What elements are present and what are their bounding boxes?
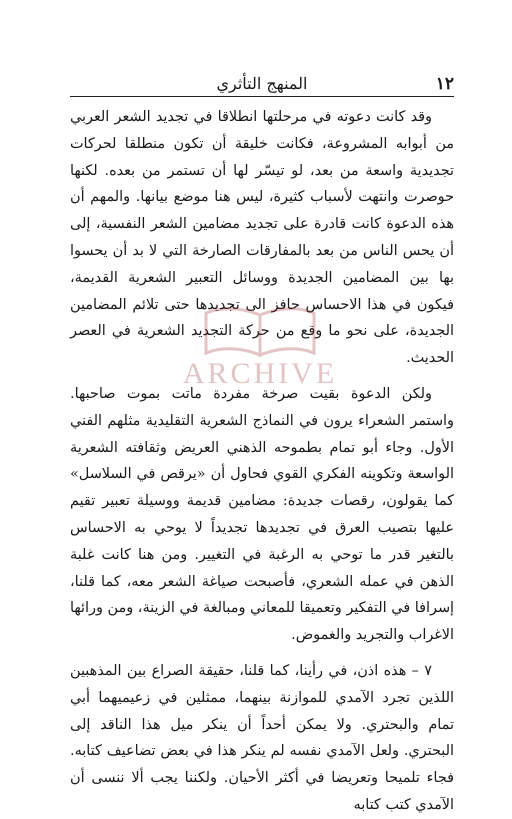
paragraph-1: وقد كانت دعوته في مرحلتها انطلاقا في تجديد الشعر العربي من أبوابه المشروعة، فكانت خليقة أن تكون منطلقا لحركات تجديدية واسعة من بعد، لو تيسّر لها أن تستمر من بعده. لكنها حوصرت وانتهت لأسباب كثيرة، ليس هنا موضع بيانها. والمهم أن هذه الدعوة كانت قادرة على تجديد مضامين الشعر النفسية، إلى أن يحس الناس من بعد بالمفارقات الصارخة التي لا بد أن يحسوا بها بين المضامين الجديدة ووسائل التعبير الشعرية القديمة، فيكون في هذا الاحساس حافز الى تجديدها حتى تلائم المضامين الجديدة، على نحو ما وقع من حركة التجديد الشعرية في العصر الحديث. (70, 109, 454, 367)
paragraph-3: ٧ – هذه اذن، في رأينا، كما قلنا، حقيقة الصراع بين المذهبين اللذين تجرد الآمدي للموازنة بينهما، ممثلين في زعيميهما أبي تمام والبحتري. ولا يمكن أحداً أن ينكر ميل هذا الناقد إلى البحتري. ولعل الآمدي نفسه لم ينكر هذا في بعض تضاعيف كتابه. فجاء تلميحا وتعريضا في أكثر الأحيان. ولكننا يجب ألا ننسى أن الآمدي كتب كتابه (70, 662, 454, 813)
running-head (70, 74, 454, 97)
watermark-text: ARCHIVE (182, 357, 338, 390)
page-number: ١٢ (435, 74, 454, 94)
paragraph-2: ولكن الدعوة بقيت صرخة مفردة ماتت بموت صاحبها. واستمر الشعراء يرون في النماذج الشعرية التقليدية مثلهم الفني الأول. وجاء أبو تمام بطموحه الذهني العريض وثقافته الشعرية الواسعة وتكوينه الفكري القوي فحاول أن «يرقص في السلاسل» كما يقولون، رقصات جديدة: مضامين قديمة ووسيلة تعبير تقيم عليها بتصيب العرق في تجديدها تجديداً لا يوحي به الاحساس بالتغير قدر ما توحي به الرغبة في التغيير. ومن هنا كانت غلبة الذهن في عمله الشعري، فأصبحت صياغة الشعر معه، كما قلنا، إسرافا في التفكير وتعميقا للمعاني ومبالغة في الزينة، ومن ورائها الاغراب والتجريد والغموض. (70, 385, 454, 644)
chapter-title: المنهج التأثري (216, 74, 308, 93)
body-text (70, 104, 454, 819)
